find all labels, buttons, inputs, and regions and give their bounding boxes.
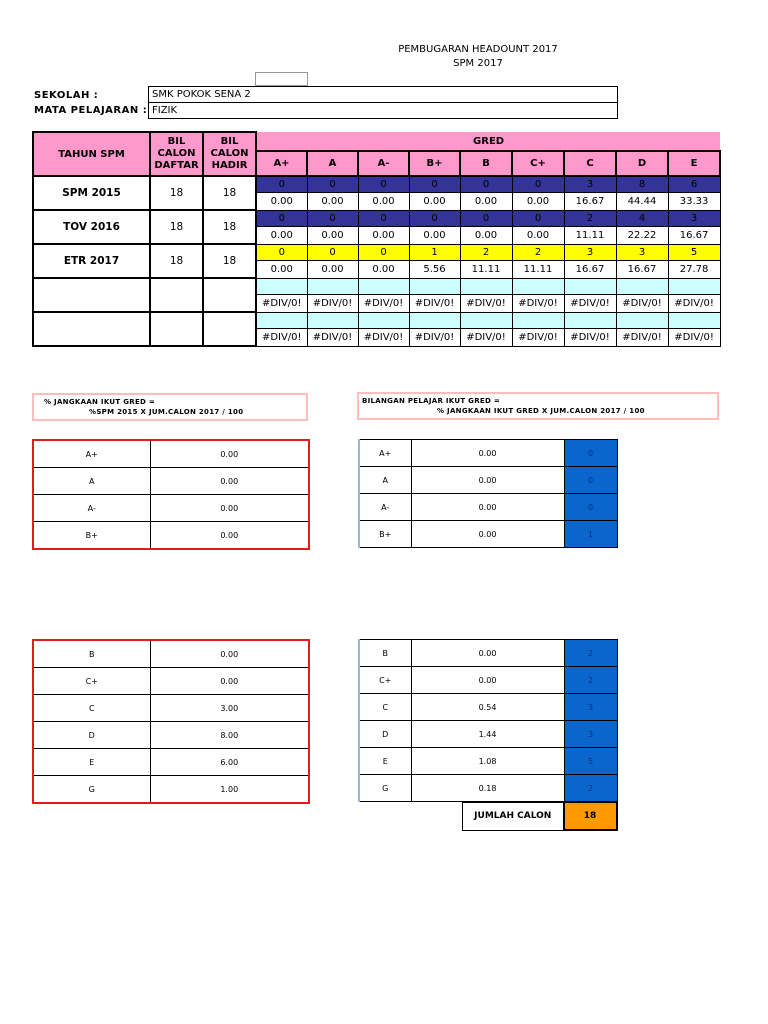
grade-header-1: A bbox=[307, 151, 358, 176]
grade-count-cell: 0 bbox=[307, 210, 358, 226]
grade-pct-cell: #DIV/0! bbox=[616, 328, 668, 346]
jangkaan-table-bottom bbox=[32, 639, 310, 804]
grade-pct-cell: #DIV/0! bbox=[409, 328, 460, 346]
grade-count-cell: 1 bbox=[409, 244, 460, 260]
grade-count: 2 bbox=[564, 640, 617, 667]
hadir-value bbox=[203, 312, 256, 346]
year-row bbox=[33, 244, 720, 260]
grade-count-cell bbox=[668, 312, 720, 328]
grade-row bbox=[33, 668, 309, 695]
grade-count-cell: 3 bbox=[616, 244, 668, 260]
grade-pct-cell: #DIV/0! bbox=[460, 294, 512, 312]
grade-value: 0.00 bbox=[411, 640, 564, 667]
jumlah-calon-table bbox=[462, 801, 618, 831]
grade-row bbox=[33, 468, 309, 495]
grade-pct-cell: #DIV/0! bbox=[512, 328, 564, 346]
grade-row bbox=[359, 521, 617, 548]
year-label bbox=[33, 312, 150, 346]
formula-jangkaan-line1: % JANGKAAN IKUT GRED = bbox=[44, 398, 156, 406]
grade-count-cell bbox=[358, 278, 409, 294]
grade-value: 0.00 bbox=[150, 522, 309, 550]
grade-header-3: B+ bbox=[409, 151, 460, 176]
grade-label: A bbox=[33, 468, 150, 495]
grade-pct-cell: 0.00 bbox=[256, 226, 307, 244]
grade-pct-cell: 0.00 bbox=[307, 226, 358, 244]
bilangan-table-bottom bbox=[358, 639, 618, 802]
grade-pct-cell: 0.00 bbox=[358, 193, 409, 210]
grade-pct-cell: 0.00 bbox=[358, 260, 409, 278]
grade-pct-cell: #DIV/0! bbox=[512, 294, 564, 312]
grade-count-cell bbox=[256, 278, 307, 294]
grade-label: E bbox=[359, 748, 411, 775]
grade-count-cell: 0 bbox=[256, 176, 307, 193]
grade-header-4: B bbox=[460, 151, 512, 176]
grade-value: 0.00 bbox=[150, 668, 309, 695]
grade-count-cell: 2 bbox=[460, 244, 512, 260]
header-gred: GRED bbox=[256, 132, 720, 151]
grade-label: C+ bbox=[33, 668, 150, 695]
grade-pct-cell: #DIV/0! bbox=[307, 294, 358, 312]
grade-count-cell: 0 bbox=[358, 176, 409, 193]
grade-pct-cell: #DIV/0! bbox=[668, 294, 720, 312]
empty-cell-box bbox=[255, 72, 308, 86]
grade-label: C+ bbox=[359, 667, 411, 694]
grade-pct-cell: 11.11 bbox=[512, 260, 564, 278]
grade-header-2: A- bbox=[358, 151, 409, 176]
grade-pct-cell: 0.00 bbox=[307, 260, 358, 278]
hadir-value bbox=[203, 278, 256, 312]
grade-pct-cell: 0.00 bbox=[256, 260, 307, 278]
grade-row bbox=[33, 522, 309, 550]
grade-pct-cell: 16.67 bbox=[564, 260, 616, 278]
grade-pct-cell: 0.00 bbox=[512, 193, 564, 210]
grade-pct-cell: #DIV/0! bbox=[409, 294, 460, 312]
grade-row bbox=[33, 722, 309, 749]
grade-count-cell: 6 bbox=[668, 176, 720, 193]
year-label: SPM 2015 bbox=[33, 176, 150, 210]
grade-header-8: E bbox=[668, 151, 720, 176]
grade-count-cell: 0 bbox=[512, 210, 564, 226]
grade-label: B+ bbox=[359, 521, 411, 548]
year-label bbox=[33, 278, 150, 312]
grade-count-cell: 0 bbox=[460, 176, 512, 193]
grade-pct-cell: 16.67 bbox=[616, 260, 668, 278]
header-daftar-line3: DAFTAR bbox=[154, 160, 199, 171]
grade-count-cell: 0 bbox=[512, 176, 564, 193]
year-label: TOV 2016 bbox=[33, 210, 150, 244]
grade-header-7: D bbox=[616, 151, 668, 176]
grade-value: 0.54 bbox=[411, 694, 564, 721]
grade-pct-cell: 0.00 bbox=[409, 193, 460, 210]
grade-count-cell: 0 bbox=[358, 210, 409, 226]
grade-label: A bbox=[359, 467, 411, 494]
grade-label: A+ bbox=[359, 440, 411, 467]
grade-row bbox=[359, 467, 617, 494]
grade-header-0: A+ bbox=[256, 151, 307, 176]
daftar-value: 18 bbox=[150, 244, 203, 278]
grade-value: 0.00 bbox=[150, 440, 309, 468]
header-hadir-line2: CALON bbox=[210, 148, 249, 159]
grade-count: 0 bbox=[564, 494, 617, 521]
header-bil-calon-hadir bbox=[203, 132, 256, 176]
grade-pct-cell: 11.11 bbox=[460, 260, 512, 278]
grade-count: 3 bbox=[564, 721, 617, 748]
jangkaan-table-top bbox=[32, 439, 310, 550]
grade-count: 0 bbox=[564, 467, 617, 494]
header-bil-calon-daftar bbox=[150, 132, 203, 176]
grade-value: 0.00 bbox=[150, 495, 309, 522]
grade-count-cell bbox=[512, 312, 564, 328]
grade-label: B bbox=[359, 640, 411, 667]
daftar-value: 18 bbox=[150, 176, 203, 210]
header-hadir-line3: HADIR bbox=[211, 160, 248, 171]
grade-row bbox=[359, 640, 617, 667]
header-hadir-line1: BIL bbox=[220, 136, 239, 147]
grade-count-cell: 0 bbox=[256, 244, 307, 260]
grade-pct-cell: 0.00 bbox=[460, 193, 512, 210]
grade-count-cell: 3 bbox=[668, 210, 720, 226]
grade-label: C bbox=[33, 695, 150, 722]
grade-value: 0.00 bbox=[411, 521, 564, 548]
formula-bilangan-box bbox=[357, 392, 719, 420]
grade-count: 3 bbox=[564, 694, 617, 721]
mata-pelajaran-label: MATA PELAJARAN : bbox=[34, 105, 148, 116]
grade-count-cell bbox=[616, 312, 668, 328]
grade-label: D bbox=[33, 722, 150, 749]
hadir-value: 18 bbox=[203, 244, 256, 278]
grade-pct-cell: #DIV/0! bbox=[358, 294, 409, 312]
grade-count-cell bbox=[668, 278, 720, 294]
grade-label: G bbox=[33, 776, 150, 804]
grade-count-cell bbox=[460, 312, 512, 328]
header-daftar-line1: BIL bbox=[167, 136, 186, 147]
grade-count-cell bbox=[512, 278, 564, 294]
grade-row bbox=[359, 748, 617, 775]
grade-count-cell: 2 bbox=[564, 210, 616, 226]
grade-count-cell: 0 bbox=[307, 176, 358, 193]
grade-row bbox=[33, 776, 309, 804]
grade-row bbox=[33, 640, 309, 668]
daftar-value: 18 bbox=[150, 210, 203, 244]
grade-pct-cell: #DIV/0! bbox=[307, 328, 358, 346]
grade-value: 1.00 bbox=[150, 776, 309, 804]
grade-value: 0.00 bbox=[411, 467, 564, 494]
grade-pct-cell: 0.00 bbox=[307, 193, 358, 210]
grade-pct-cell: 0.00 bbox=[460, 226, 512, 244]
year-row bbox=[33, 312, 720, 328]
grade-count-cell bbox=[409, 278, 460, 294]
formula-bilangan-line1: BILANGAN PELAJAR IKUT GRED = bbox=[362, 397, 501, 405]
jumlah-calon-value: 18 bbox=[564, 802, 617, 830]
grade-label: D bbox=[359, 721, 411, 748]
jumlah-calon-label: JUMLAH CALON bbox=[463, 802, 564, 830]
grade-count-cell: 3 bbox=[564, 176, 616, 193]
grade-value: 0.18 bbox=[411, 775, 564, 802]
grade-count-cell: 5 bbox=[668, 244, 720, 260]
grade-value: 1.08 bbox=[411, 748, 564, 775]
grade-pct-cell: 16.67 bbox=[668, 226, 720, 244]
grade-count-cell bbox=[256, 312, 307, 328]
grade-count-cell: 4 bbox=[616, 210, 668, 226]
header-tahun-spm: TAHUN SPM bbox=[33, 132, 150, 176]
grade-label: B+ bbox=[33, 522, 150, 550]
year-row bbox=[33, 176, 720, 193]
grade-label: A- bbox=[359, 494, 411, 521]
grade-header-5: C+ bbox=[512, 151, 564, 176]
hadir-value: 18 bbox=[203, 210, 256, 244]
grade-pct-cell: #DIV/0! bbox=[256, 328, 307, 346]
header-daftar-line2: CALON bbox=[157, 148, 196, 159]
grade-label: B bbox=[33, 640, 150, 668]
sekolah-label: SEKOLAH : bbox=[34, 90, 99, 101]
grade-count-cell bbox=[564, 312, 616, 328]
year-row bbox=[33, 278, 720, 294]
grade-count-cell bbox=[307, 278, 358, 294]
grade-count: 2 bbox=[564, 667, 617, 694]
grade-count-cell bbox=[307, 312, 358, 328]
hadir-value: 18 bbox=[203, 176, 256, 210]
grade-header-6: C bbox=[564, 151, 616, 176]
grade-count-cell: 0 bbox=[460, 210, 512, 226]
grade-value: 0.00 bbox=[411, 494, 564, 521]
bilangan-table-top bbox=[358, 439, 618, 548]
grade-value: 0.00 bbox=[411, 440, 564, 467]
grade-count-cell bbox=[409, 312, 460, 328]
grade-row bbox=[33, 440, 309, 468]
year-row bbox=[33, 210, 720, 226]
page-subtitle: SPM 2017 bbox=[453, 58, 503, 69]
grade-count-cell: 0 bbox=[307, 244, 358, 260]
grade-pct-cell: 11.11 bbox=[564, 226, 616, 244]
grade-pct-cell: #DIV/0! bbox=[668, 328, 720, 346]
grade-count-cell: 0 bbox=[256, 210, 307, 226]
grade-value: 6.00 bbox=[150, 749, 309, 776]
grade-row bbox=[359, 494, 617, 521]
grade-pct-cell: 44.44 bbox=[616, 193, 668, 210]
grade-count-cell bbox=[564, 278, 616, 294]
formula-jangkaan-line2: %SPM 2015 X JUM.CALON 2017 / 100 bbox=[89, 408, 244, 416]
grade-value: 3.00 bbox=[150, 695, 309, 722]
grade-count-cell: 0 bbox=[409, 176, 460, 193]
grade-count-cell bbox=[460, 278, 512, 294]
grade-count: 5 bbox=[564, 748, 617, 775]
grade-value: 0.00 bbox=[411, 667, 564, 694]
grade-count: 2 bbox=[564, 775, 617, 802]
grade-pct-cell: 0.00 bbox=[256, 193, 307, 210]
grade-pct-cell: #DIV/0! bbox=[358, 328, 409, 346]
daftar-value bbox=[150, 278, 203, 312]
formula-bilangan-line2: % JANGKAAN IKUT GRED X JUM.CALON 2017 / 100 bbox=[437, 407, 645, 415]
grade-count-cell: 8 bbox=[616, 176, 668, 193]
grade-pct-cell: #DIV/0! bbox=[460, 328, 512, 346]
grade-pct-cell: 16.67 bbox=[564, 193, 616, 210]
grade-pct-cell: 0.00 bbox=[512, 226, 564, 244]
grade-label: G bbox=[359, 775, 411, 802]
grade-count-cell: 0 bbox=[409, 210, 460, 226]
sekolah-value: SMK POKOK SENA 2 bbox=[148, 86, 618, 103]
grade-count-cell: 2 bbox=[512, 244, 564, 260]
grade-count-cell: 3 bbox=[564, 244, 616, 260]
grade-pct-cell: #DIV/0! bbox=[256, 294, 307, 312]
grade-pct-cell: 33.33 bbox=[668, 193, 720, 210]
year-label: ETR 2017 bbox=[33, 244, 150, 278]
grade-count-cell bbox=[616, 278, 668, 294]
grade-pct-cell: 5.56 bbox=[409, 260, 460, 278]
formula-jangkaan-box bbox=[32, 393, 308, 421]
grade-row bbox=[359, 775, 617, 802]
grade-row bbox=[33, 749, 309, 776]
grade-pct-cell: 27.78 bbox=[668, 260, 720, 278]
grade-label: A+ bbox=[33, 440, 150, 468]
grade-value: 0.00 bbox=[150, 640, 309, 668]
grade-label: C bbox=[359, 694, 411, 721]
grade-summary-table bbox=[32, 131, 721, 347]
grade-count: 1 bbox=[564, 521, 617, 548]
grade-label: E bbox=[33, 749, 150, 776]
grade-value: 0.00 bbox=[150, 468, 309, 495]
grade-label: A- bbox=[33, 495, 150, 522]
grade-row bbox=[359, 667, 617, 694]
grade-row bbox=[359, 721, 617, 748]
grade-pct-cell: 22.22 bbox=[616, 226, 668, 244]
grade-row bbox=[33, 695, 309, 722]
grade-pct-cell: #DIV/0! bbox=[616, 294, 668, 312]
grade-count-cell: 0 bbox=[358, 244, 409, 260]
grade-pct-cell: #DIV/0! bbox=[564, 294, 616, 312]
grade-row bbox=[359, 694, 617, 721]
page-title: PEMBUGARAN HEADOUNT 2017 bbox=[398, 44, 558, 55]
grade-row bbox=[33, 495, 309, 522]
grade-row bbox=[359, 440, 617, 467]
mata-pelajaran-value: FIZIK bbox=[148, 102, 618, 119]
daftar-value bbox=[150, 312, 203, 346]
grade-pct-cell: 0.00 bbox=[409, 226, 460, 244]
grade-count: 0 bbox=[564, 440, 617, 467]
grade-count-cell bbox=[358, 312, 409, 328]
grade-pct-cell: 0.00 bbox=[358, 226, 409, 244]
grade-value: 8.00 bbox=[150, 722, 309, 749]
grade-value: 1.44 bbox=[411, 721, 564, 748]
grade-pct-cell: #DIV/0! bbox=[564, 328, 616, 346]
